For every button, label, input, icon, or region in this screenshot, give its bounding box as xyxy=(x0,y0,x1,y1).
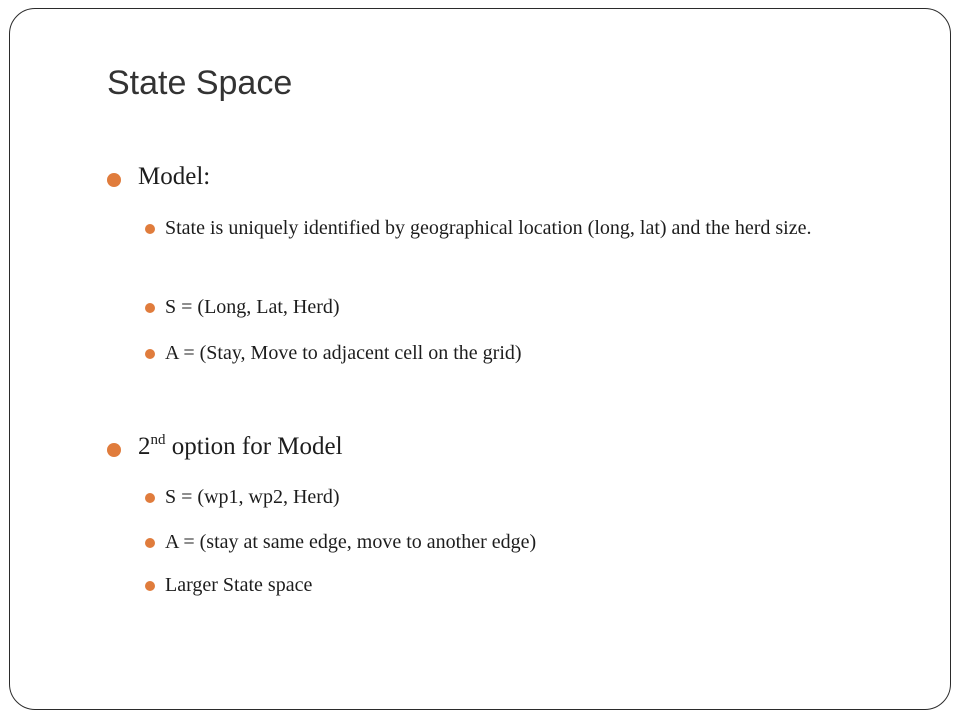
list-item: A = (stay at same edge, move to another edge) xyxy=(165,531,537,553)
heading-rest: option for Model xyxy=(165,433,343,460)
section-heading-model: Model: xyxy=(138,163,211,190)
list-item: S = (wp1, wp2, Herd) xyxy=(165,486,340,508)
bullet-icon xyxy=(107,173,121,187)
section-heading-second-option xyxy=(138,433,343,461)
bullet-icon xyxy=(145,224,155,234)
slide-title: State Space xyxy=(107,64,293,102)
list-item: Larger State space xyxy=(165,574,313,596)
bullet-icon xyxy=(145,303,155,313)
bullet-icon xyxy=(145,538,155,548)
list-item: S = (Long, Lat, Herd) xyxy=(165,296,340,318)
bullet-icon xyxy=(107,443,121,457)
heading-number: 2 xyxy=(138,433,151,460)
list-item: A = (Stay, Move to adjacent cell on the grid) xyxy=(165,342,522,364)
bullet-icon xyxy=(145,349,155,359)
list-item: State is uniquely identified by geographical location (long, lat) and the herd size. xyxy=(165,217,812,239)
heading-superscript: nd xyxy=(150,431,166,448)
bullet-icon xyxy=(145,493,155,503)
bullet-icon xyxy=(145,581,155,591)
